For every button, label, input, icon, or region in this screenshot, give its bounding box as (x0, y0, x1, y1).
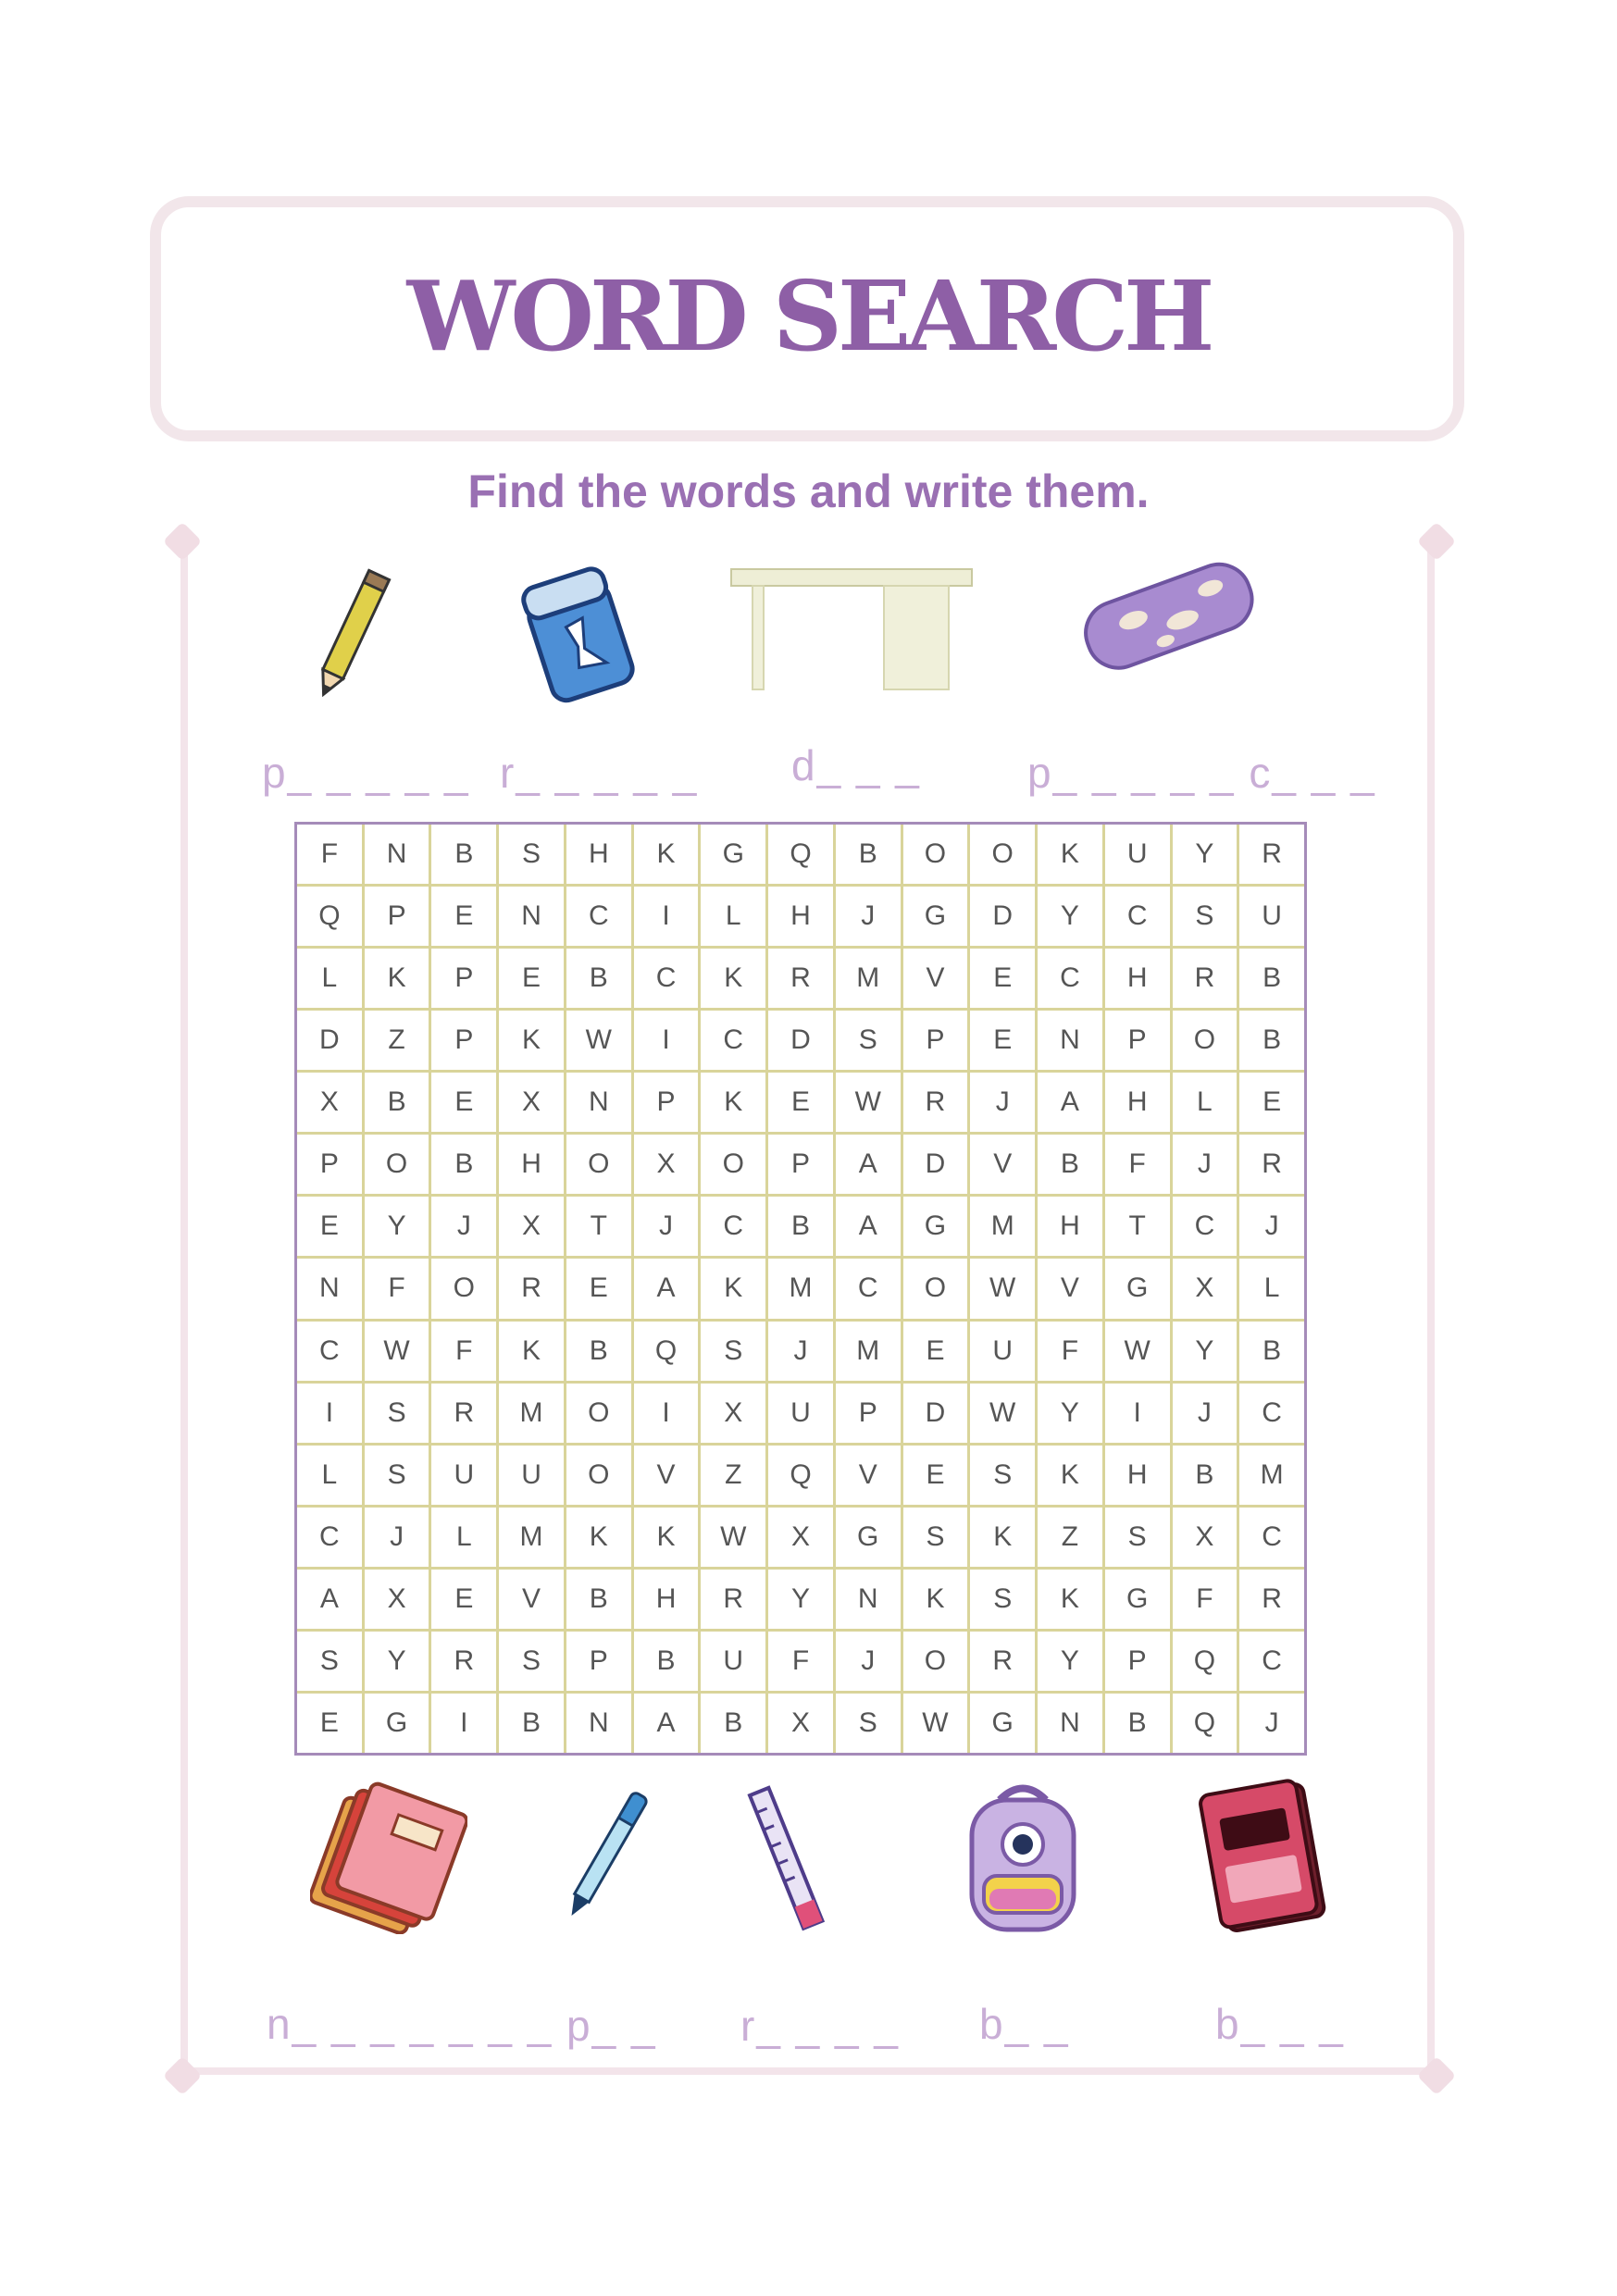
grid-cell[interactable]: E (768, 1073, 833, 1132)
grid-cell[interactable]: R (701, 1570, 765, 1629)
grid-cell[interactable]: B (1239, 1322, 1304, 1381)
grid-cell[interactable]: F (768, 1632, 833, 1691)
grid-cell[interactable]: J (634, 1197, 699, 1256)
grid-cell[interactable]: G (1105, 1259, 1170, 1318)
grid-cell[interactable]: I (431, 1694, 496, 1753)
grid-cell[interactable]: Y (1173, 1322, 1238, 1381)
grid-cell[interactable]: K (1038, 1570, 1102, 1629)
grid-cell[interactable]: N (297, 1259, 362, 1318)
grid-cell[interactable]: B (566, 1570, 631, 1629)
grid-cell[interactable]: E (297, 1197, 362, 1256)
grid-cell[interactable]: A (1038, 1073, 1102, 1132)
grid-cell[interactable]: V (1038, 1259, 1102, 1318)
grid-cell[interactable]: L (1239, 1259, 1304, 1318)
grid-cell[interactable]: S (701, 1322, 765, 1381)
grid-cell[interactable]: J (836, 1632, 901, 1691)
grid-cell[interactable]: E (970, 949, 1035, 1008)
grid-cell[interactable]: O (903, 825, 968, 884)
grid-cell[interactable]: L (297, 949, 362, 1008)
grid-cell[interactable]: V (903, 949, 968, 1008)
backpack-icon (949, 1772, 1097, 1939)
grid-cell[interactable]: L (297, 1446, 362, 1505)
grid-cell[interactable]: F (1173, 1570, 1238, 1629)
grid-cell[interactable]: K (970, 1508, 1035, 1567)
grid-cell[interactable]: R (903, 1073, 968, 1132)
grid-cell[interactable]: W (903, 1694, 968, 1753)
grid-cell[interactable]: X (701, 1384, 765, 1443)
grid-cell[interactable]: V (836, 1446, 901, 1505)
instructions: Find the words and write them. (467, 465, 1150, 517)
grid-cell[interactable]: S (1105, 1508, 1170, 1567)
grid-cell[interactable]: W (970, 1384, 1035, 1443)
grid-cell[interactable]: E (499, 949, 564, 1008)
grid-cell[interactable]: S (499, 1632, 564, 1691)
grid-cell[interactable]: C (1239, 1384, 1304, 1443)
book-icon (1194, 1777, 1333, 1939)
pen-icon (555, 1781, 657, 1930)
grid-cell[interactable]: C (566, 887, 631, 946)
grid-cell[interactable]: Y (1038, 1384, 1102, 1443)
grid-cell[interactable]: R (1239, 1135, 1304, 1194)
grid-cell[interactable]: O (1173, 1011, 1238, 1070)
grid-cell[interactable]: I (1105, 1384, 1170, 1443)
grid-cell[interactable]: B (768, 1197, 833, 1256)
grid-cell[interactable]: I (634, 1384, 699, 1443)
grid-cell[interactable]: D (970, 887, 1035, 946)
grid-cell[interactable]: B (431, 1135, 496, 1194)
grid-cell[interactable]: D (903, 1135, 968, 1194)
grid-cell[interactable]: M (499, 1384, 564, 1443)
grid-cell[interactable]: S (365, 1384, 429, 1443)
grid-cell[interactable]: I (297, 1384, 362, 1443)
grid-cell[interactable]: A (634, 1259, 699, 1318)
grid-cell[interactable]: M (499, 1508, 564, 1567)
grid-cell[interactable]: P (768, 1135, 833, 1194)
grid-cell[interactable]: U (499, 1446, 564, 1505)
grid-cell[interactable]: N (836, 1570, 901, 1629)
grid-cell[interactable]: N (1038, 1694, 1102, 1753)
grid-cell[interactable]: P (1105, 1632, 1170, 1691)
word-search-grid (294, 822, 1307, 1756)
grid-cell[interactable]: J (836, 887, 901, 946)
grid-cell[interactable]: E (970, 1011, 1035, 1070)
grid-cell[interactable]: B (365, 1073, 429, 1132)
grid-cell[interactable]: F (431, 1322, 496, 1381)
grid-cell[interactable]: W (701, 1508, 765, 1567)
grid-cell[interactable]: E (1239, 1073, 1304, 1132)
grid-cell[interactable]: B (1105, 1694, 1170, 1753)
grid-cell[interactable]: B (836, 825, 901, 884)
grid-cell[interactable]: X (499, 1197, 564, 1256)
grid-cell[interactable]: J (768, 1322, 833, 1381)
grid-cell[interactable]: E (903, 1322, 968, 1381)
grid-cell[interactable]: G (903, 1197, 968, 1256)
grid-cell[interactable]: J (1239, 1694, 1304, 1753)
grid-cell[interactable]: W (566, 1011, 631, 1070)
grid-cell[interactable]: U (1239, 887, 1304, 946)
grid-cell[interactable]: C (1239, 1632, 1304, 1691)
grid-cell[interactable]: O (903, 1632, 968, 1691)
grid-cell[interactable]: R (499, 1259, 564, 1318)
grid-cell[interactable]: S (836, 1011, 901, 1070)
grid-cell[interactable]: G (970, 1694, 1035, 1753)
grid-cell[interactable]: M (836, 949, 901, 1008)
desk-icon (727, 565, 976, 694)
grid-cell[interactable]: J (1173, 1384, 1238, 1443)
grid-cell[interactable]: C (701, 1011, 765, 1070)
grid-cell[interactable]: P (1105, 1011, 1170, 1070)
grid-cell[interactable]: K (903, 1570, 968, 1629)
grid-cell[interactable]: M (970, 1197, 1035, 1256)
grid-cell[interactable]: J (365, 1508, 429, 1567)
grid-cell[interactable]: L (431, 1508, 496, 1567)
grid-cell[interactable]: X (768, 1508, 833, 1567)
grid-cell[interactable]: V (634, 1446, 699, 1505)
grid-cell[interactable]: R (431, 1632, 496, 1691)
grid-cell[interactable]: J (1173, 1135, 1238, 1194)
grid-cell[interactable]: Y (1173, 825, 1238, 884)
grid-cell[interactable]: S (1173, 887, 1238, 946)
grid-cell[interactable]: H (1038, 1197, 1102, 1256)
grid-cell[interactable]: S (970, 1570, 1035, 1629)
grid-cell[interactable]: H (1105, 1073, 1170, 1132)
grid-cell[interactable]: K (701, 1259, 765, 1318)
clue-book: b_ _ _ (1215, 2000, 1345, 2048)
grid-cell[interactable]: P (431, 1011, 496, 1070)
clue-notebook: n_ _ _ _ _ _ _ (267, 2000, 554, 2048)
grid-cell[interactable]: W (836, 1073, 901, 1132)
grid-cell[interactable]: I (634, 887, 699, 946)
grid-cell[interactable]: V (970, 1135, 1035, 1194)
grid-cell[interactable]: W (970, 1259, 1035, 1318)
grid-cell[interactable]: X (499, 1073, 564, 1132)
grid-cell[interactable]: A (836, 1197, 901, 1256)
grid-cell[interactable]: D (297, 1011, 362, 1070)
clue-rubber: r_ _ _ _ _ (500, 749, 699, 797)
grid-cell[interactable]: R (1239, 1570, 1304, 1629)
grid-cell[interactable]: A (634, 1694, 699, 1753)
grid-cell[interactable]: K (1038, 825, 1102, 884)
grid-cell[interactable]: A (836, 1135, 901, 1194)
grid-cell[interactable]: R (431, 1384, 496, 1443)
grid-cell[interactable]: K (634, 825, 699, 884)
grid-cell[interactable]: O (566, 1446, 631, 1505)
clue-pen: p_ _ (566, 2002, 657, 2050)
grid-cell[interactable]: Q (768, 825, 833, 884)
clue-bag: b_ _ (979, 2000, 1070, 2048)
grid-cell[interactable]: J (970, 1073, 1035, 1132)
grid-cell[interactable]: F (1105, 1135, 1170, 1194)
grid-cell[interactable]: Q (1173, 1632, 1238, 1691)
grid-cell[interactable]: S (365, 1446, 429, 1505)
grid-cell[interactable]: Q (1173, 1694, 1238, 1753)
grid-cell[interactable]: C (836, 1259, 901, 1318)
clue-ruler: r_ _ _ _ (740, 2002, 900, 2050)
grid-cell[interactable]: T (1105, 1197, 1170, 1256)
grid-cell[interactable]: Y (365, 1632, 429, 1691)
grid-cell[interactable]: X (634, 1135, 699, 1194)
grid-cell[interactable]: K (701, 1073, 765, 1132)
grid-cell[interactable]: H (768, 887, 833, 946)
grid-cell[interactable]: I (634, 1011, 699, 1070)
grid-cell[interactable]: K (499, 1011, 564, 1070)
grid-cell[interactable]: X (1173, 1508, 1238, 1567)
grid-cell[interactable]: M (836, 1322, 901, 1381)
grid-cell[interactable]: Q (634, 1322, 699, 1381)
grid-cell[interactable]: U (970, 1322, 1035, 1381)
grid-cell[interactable]: O (566, 1135, 631, 1194)
grid-cell[interactable]: Y (365, 1197, 429, 1256)
grid-cell[interactable]: R (1239, 825, 1304, 884)
grid-cell[interactable]: C (1239, 1508, 1304, 1567)
clue-pencil: p_ _ _ _ _ (262, 749, 470, 797)
grid-cell[interactable]: E (431, 887, 496, 946)
grid-cell[interactable]: W (365, 1322, 429, 1381)
grid-cell[interactable]: P (836, 1384, 901, 1443)
grid-cell[interactable]: Z (701, 1446, 765, 1505)
grid-cell[interactable]: R (1173, 949, 1238, 1008)
grid-cell[interactable]: O (701, 1135, 765, 1194)
grid-cell[interactable]: C (1173, 1197, 1238, 1256)
grid-cell[interactable]: F (297, 825, 362, 884)
grid-cell[interactable]: Z (365, 1011, 429, 1070)
grid-cell[interactable]: H (1105, 949, 1170, 1008)
grid-cell[interactable]: U (768, 1384, 833, 1443)
grid-cell[interactable]: O (970, 825, 1035, 884)
grid-cell[interactable]: S (970, 1446, 1035, 1505)
grid-cell[interactable]: P (431, 949, 496, 1008)
grid-cell[interactable]: C (701, 1197, 765, 1256)
grid-cell[interactable]: D (903, 1384, 968, 1443)
grid-cell[interactable]: F (365, 1259, 429, 1318)
grid-cell[interactable]: H (1105, 1446, 1170, 1505)
grid-cell[interactable]: Q (297, 887, 362, 946)
clue-pencil-case: p_ _ _ _ _ c_ _ _ (1027, 749, 1376, 797)
grid-cell[interactable]: B (566, 949, 631, 1008)
grid-cell[interactable]: X (768, 1694, 833, 1753)
grid-cell[interactable]: K (1038, 1446, 1102, 1505)
grid-cell[interactable]: U (431, 1446, 496, 1505)
grid-cell[interactable]: E (297, 1694, 362, 1753)
grid-cell[interactable]: C (634, 949, 699, 1008)
grid-cell[interactable]: E (431, 1073, 496, 1132)
grid-cell[interactable]: V (499, 1570, 564, 1629)
grid-cell[interactable]: B (634, 1632, 699, 1691)
grid-cell[interactable]: C (297, 1508, 362, 1567)
grid-cell[interactable]: N (365, 825, 429, 884)
grid-cell[interactable]: K (566, 1508, 631, 1567)
grid-cell[interactable]: K (365, 949, 429, 1008)
grid-cell[interactable]: S (836, 1694, 901, 1753)
grid-cell[interactable]: G (1105, 1570, 1170, 1629)
grid-cell[interactable]: K (701, 949, 765, 1008)
grid-cell[interactable]: B (499, 1694, 564, 1753)
grid-cell[interactable]: J (1239, 1197, 1304, 1256)
grid-cell[interactable]: U (701, 1632, 765, 1691)
pencil-icon (296, 560, 407, 708)
grid-cell[interactable]: G (701, 825, 765, 884)
grid-cell[interactable]: J (431, 1197, 496, 1256)
grid-cell[interactable]: R (970, 1632, 1035, 1691)
grid-cell[interactable]: K (499, 1322, 564, 1381)
grid-cell[interactable]: Y (1038, 887, 1102, 946)
grid-cell[interactable]: P (634, 1073, 699, 1132)
grid-cell[interactable]: G (365, 1694, 429, 1753)
grid-cell[interactable]: B (1173, 1446, 1238, 1505)
grid-cell[interactable]: T (566, 1197, 631, 1256)
grid-cell[interactable]: G (836, 1508, 901, 1567)
grid-cell[interactable]: B (431, 825, 496, 884)
grid-cell[interactable]: C (297, 1322, 362, 1381)
grid-cell[interactable]: B (1239, 1011, 1304, 1070)
grid-cell[interactable]: C (1105, 887, 1170, 946)
grid-cell[interactable]: L (701, 887, 765, 946)
notebook-icon (310, 1777, 467, 1934)
clue-desk: d_ _ _ (791, 741, 921, 789)
grid-cell[interactable]: K (634, 1508, 699, 1567)
grid-cell[interactable]: C (1038, 949, 1102, 1008)
grid-cell[interactable]: E (903, 1446, 968, 1505)
grid-cell[interactable]: H (566, 825, 631, 884)
grid-cell[interactable]: U (1105, 825, 1170, 884)
grid-cell[interactable]: P (297, 1135, 362, 1194)
grid-cell[interactable]: Y (768, 1570, 833, 1629)
grid-cell[interactable]: O (566, 1384, 631, 1443)
grid-cell[interactable]: Q (768, 1446, 833, 1505)
grid-cell[interactable]: S (499, 825, 564, 884)
grid-cell[interactable]: H (634, 1570, 699, 1629)
grid-cell[interactable]: R (768, 949, 833, 1008)
grid-cell[interactable]: S (903, 1508, 968, 1567)
grid-cell[interactable]: A (297, 1570, 362, 1629)
grid-cell[interactable]: D (768, 1011, 833, 1070)
grid-cell[interactable]: B (701, 1694, 765, 1753)
grid-cell[interactable]: O (365, 1135, 429, 1194)
grid-cell[interactable]: Y (1038, 1632, 1102, 1691)
grid-cell[interactable]: G (903, 887, 968, 946)
pencil-case-icon (1069, 551, 1268, 680)
page-title: WORD SEARCH (406, 259, 1211, 373)
grid-cell[interactable]: E (566, 1259, 631, 1318)
ruler-icon (740, 1781, 833, 1934)
grid-cell[interactable]: X (365, 1570, 429, 1629)
grid-cell[interactable]: B (1038, 1135, 1102, 1194)
grid-cell[interactable]: P (365, 887, 429, 946)
rubber-icon (514, 566, 643, 705)
grid-cell[interactable]: N (566, 1073, 631, 1132)
grid-cell[interactable]: L (1173, 1073, 1238, 1132)
grid-cell[interactable]: O (431, 1259, 496, 1318)
grid-cell[interactable]: O (903, 1259, 968, 1318)
grid-cell[interactable]: H (499, 1135, 564, 1194)
grid-cell[interactable]: N (1038, 1011, 1102, 1070)
grid-cell[interactable]: Z (1038, 1508, 1102, 1567)
grid-cell[interactable]: E (431, 1570, 496, 1629)
grid-cell[interactable]: N (499, 887, 564, 946)
grid-cell[interactable]: F (1038, 1322, 1102, 1381)
grid-cell[interactable]: S (297, 1632, 362, 1691)
grid-cell[interactable]: M (1239, 1446, 1304, 1505)
grid-cell[interactable]: B (1239, 949, 1304, 1008)
grid-cell[interactable]: X (297, 1073, 362, 1132)
grid-cell[interactable]: P (903, 1011, 968, 1070)
grid-cell[interactable]: M (768, 1259, 833, 1318)
grid-cell[interactable]: P (566, 1632, 631, 1691)
grid-cell[interactable]: N (566, 1694, 631, 1753)
grid-cell[interactable]: X (1173, 1259, 1238, 1318)
grid-cell[interactable]: B (566, 1322, 631, 1381)
grid-cell[interactable]: W (1105, 1322, 1170, 1381)
